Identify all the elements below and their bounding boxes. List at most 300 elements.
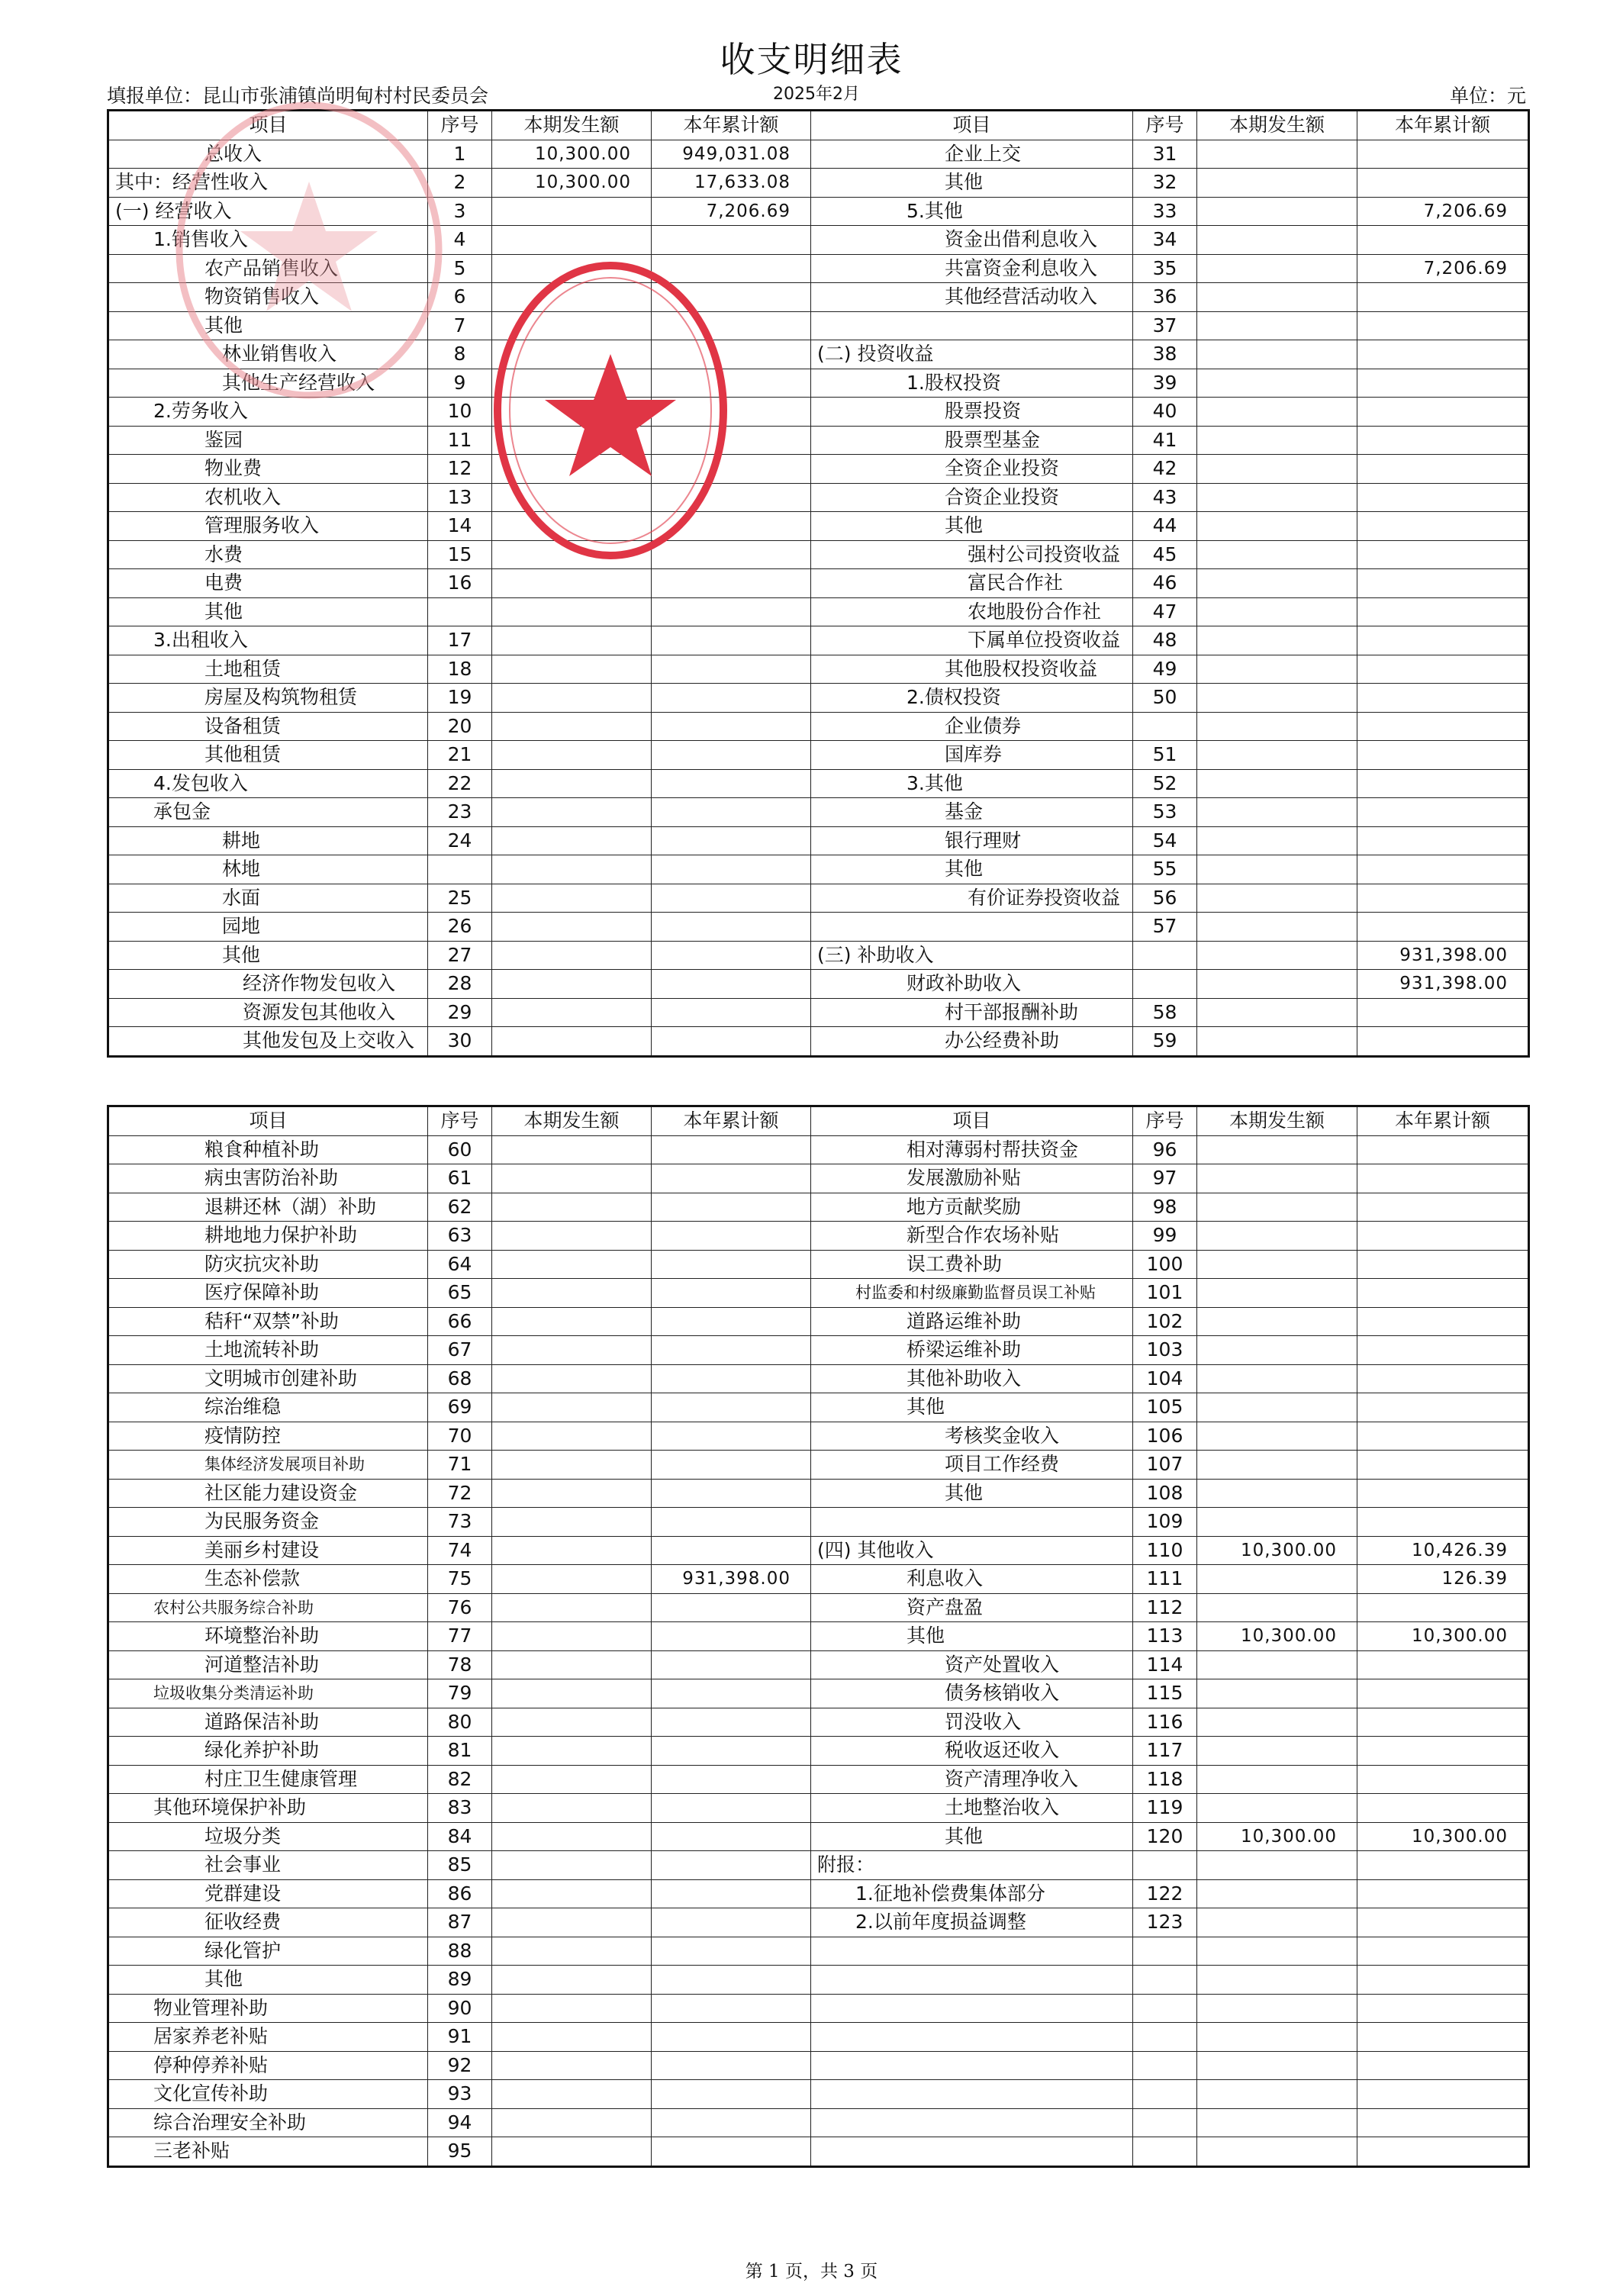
current-period-amount	[1197, 1250, 1357, 1279]
year-to-date-amount	[652, 1650, 811, 1679]
row-number: 65	[428, 1279, 492, 1308]
item-name: 河道整洁补助	[108, 1650, 428, 1679]
current-period-amount	[492, 1336, 652, 1365]
row-number: 99	[1133, 1222, 1197, 1251]
item-name: 其他租赁	[108, 741, 428, 770]
current-period-amount	[1197, 1937, 1357, 1966]
item-name: 总收入	[108, 140, 428, 169]
row-number: 8	[428, 340, 492, 369]
row-number: 35	[1133, 254, 1197, 283]
item-name: 设备租赁	[108, 712, 428, 741]
item-name: 4.发包收入	[108, 769, 428, 798]
year-to-date-amount	[652, 1679, 811, 1708]
year-to-date-amount	[652, 798, 811, 827]
item-name: 耕地地力保护补助	[108, 1222, 428, 1251]
current-period-amount	[492, 1994, 652, 2023]
item-name: 综治维稳	[108, 1393, 428, 1422]
row-number: 18	[428, 655, 492, 684]
current-period-amount	[1197, 1737, 1357, 1766]
table-row	[108, 1650, 1529, 1679]
table-row	[108, 1851, 1529, 1880]
row-number: 19	[428, 684, 492, 713]
year-to-date-amount	[1357, 2108, 1529, 2137]
item-name: 党群建设	[108, 1879, 428, 1908]
current-period-amount	[492, 1027, 652, 1057]
current-period-amount	[1197, 540, 1357, 569]
row-number: 96	[1133, 1135, 1197, 1164]
row-number: 105	[1133, 1393, 1197, 1422]
row-number	[1133, 2108, 1197, 2137]
column-header: 本期发生额	[1197, 1106, 1357, 1136]
item-name: 管理服务收入	[108, 512, 428, 541]
item-name: 其他经营活动收入	[811, 283, 1133, 312]
item-name: 考核奖金收入	[811, 1422, 1133, 1451]
current-period-amount	[1197, 169, 1357, 198]
year-to-date-amount	[652, 1737, 811, 1766]
year-to-date-amount	[652, 741, 811, 770]
year-to-date-amount: 10,300.00	[1357, 1622, 1529, 1651]
item-name: (三) 补助收入	[811, 941, 1133, 970]
current-period-amount	[492, 1765, 652, 1794]
item-name: 强村公司投资收益	[811, 540, 1133, 569]
table-row	[108, 2137, 1529, 2167]
table-row	[108, 1593, 1529, 1622]
currency-unit: 单位：元	[1449, 85, 1526, 107]
table-row	[108, 884, 1529, 913]
year-to-date-amount	[1357, 1765, 1529, 1794]
year-to-date-amount	[652, 2023, 811, 2052]
item-name: 企业债券	[811, 712, 1133, 741]
table-row	[108, 1765, 1529, 1794]
current-period-amount	[1197, 1479, 1357, 1508]
current-period-amount	[1197, 855, 1357, 884]
item-name: 其他	[811, 1393, 1133, 1422]
current-period-amount	[492, 597, 652, 626]
year-to-date-amount	[652, 1451, 811, 1480]
row-number	[1133, 2051, 1197, 2080]
current-period-amount	[492, 1135, 652, 1164]
statement-table-2	[107, 1105, 1530, 2168]
row-number	[1133, 1994, 1197, 2023]
row-number: 42	[1133, 455, 1197, 484]
table-row	[108, 1422, 1529, 1451]
current-period-amount	[492, 1822, 652, 1851]
item-name: 其他	[108, 311, 428, 340]
current-period-amount	[492, 1794, 652, 1823]
year-to-date-amount	[1357, 626, 1529, 655]
row-number: 70	[428, 1422, 492, 1451]
row-number: 74	[428, 1536, 492, 1565]
table-row	[108, 1164, 1529, 1193]
item-name: 其他生产经营收入	[108, 369, 428, 398]
year-to-date-amount	[652, 1908, 811, 1937]
current-period-amount	[1197, 569, 1357, 598]
row-number: 83	[428, 1794, 492, 1823]
table-row	[108, 1679, 1529, 1708]
current-period-amount	[1197, 1650, 1357, 1679]
current-period-amount	[492, 884, 652, 913]
item-name: 防灾抗灾补助	[108, 1250, 428, 1279]
year-to-date-amount	[1357, 369, 1529, 398]
row-number: 106	[1133, 1422, 1197, 1451]
item-name: 物业费	[108, 455, 428, 484]
item-name: 误工费补助	[811, 1250, 1133, 1279]
item-name: 水费	[108, 540, 428, 569]
year-to-date-amount	[652, 1851, 811, 1880]
row-number: 47	[1133, 597, 1197, 626]
table-row	[108, 1536, 1529, 1565]
table-row	[108, 1279, 1529, 1308]
column-header: 项目	[811, 1106, 1133, 1136]
current-period-amount	[492, 769, 652, 798]
current-period-amount	[1197, 1364, 1357, 1393]
item-name: 其他	[811, 1622, 1133, 1651]
current-period-amount	[1197, 1994, 1357, 2023]
table-row	[108, 1250, 1529, 1279]
table-row	[108, 1737, 1529, 1766]
current-period-amount	[1197, 941, 1357, 970]
year-to-date-amount	[652, 1336, 811, 1365]
row-number: 91	[428, 2023, 492, 2052]
row-number: 73	[428, 1508, 492, 1537]
current-period-amount	[492, 1164, 652, 1193]
row-number: 80	[428, 1708, 492, 1737]
current-period-amount	[492, 1708, 652, 1737]
item-name: 2.以前年度损益调整	[811, 1908, 1133, 1937]
item-name: 其他	[811, 855, 1133, 884]
item-name: 资产盘盈	[811, 1593, 1133, 1622]
row-number: 77	[428, 1622, 492, 1651]
current-period-amount	[1197, 1422, 1357, 1451]
current-period-amount	[492, 197, 652, 226]
row-number: 52	[1133, 769, 1197, 798]
year-to-date-amount	[1357, 1708, 1529, 1737]
current-period-amount	[1197, 1451, 1357, 1480]
year-to-date-amount	[1357, 398, 1529, 427]
table-row	[108, 1393, 1529, 1422]
item-name: 附报：	[811, 1851, 1133, 1880]
item-name: 股票投资	[811, 398, 1133, 427]
row-number	[1133, 1937, 1197, 1966]
current-period-amount	[1197, 197, 1357, 226]
current-period-amount	[1197, 369, 1357, 398]
current-period-amount	[1197, 311, 1357, 340]
item-name: 项目工作经费	[811, 1451, 1133, 1480]
row-number: 88	[428, 1937, 492, 1966]
row-number: 9	[428, 369, 492, 398]
current-period-amount	[492, 569, 652, 598]
item-name: 林业销售收入	[108, 340, 428, 369]
column-header: 序号	[1133, 1106, 1197, 1136]
year-to-date-amount	[1357, 884, 1529, 913]
row-number: 57	[1133, 913, 1197, 942]
row-number: 36	[1133, 283, 1197, 312]
item-name: 道路保洁补助	[108, 1708, 428, 1737]
current-period-amount	[492, 1279, 652, 1308]
current-period-amount	[492, 1193, 652, 1222]
table-row	[108, 1622, 1529, 1651]
year-to-date-amount	[652, 1708, 811, 1737]
row-number: 122	[1133, 1879, 1197, 1908]
row-number: 17	[428, 626, 492, 655]
current-period-amount	[492, 998, 652, 1027]
year-to-date-amount	[1357, 1422, 1529, 1451]
year-to-date-amount: 7,206.69	[1357, 254, 1529, 283]
table-row	[108, 1336, 1529, 1365]
row-number: 92	[428, 2051, 492, 2080]
current-period-amount	[492, 1908, 652, 1937]
row-number: 13	[428, 483, 492, 512]
item-name: 资产清理净收入	[811, 1765, 1133, 1794]
item-name: 地方贡献奖励	[811, 1193, 1133, 1222]
row-number: 75	[428, 1565, 492, 1594]
item-name: 企业上交	[811, 140, 1133, 169]
current-period-amount	[492, 2137, 652, 2167]
year-to-date-amount	[652, 1250, 811, 1279]
year-to-date-amount	[652, 569, 811, 598]
current-period-amount	[492, 1565, 652, 1594]
year-to-date-amount	[1357, 1937, 1529, 1966]
column-header: 本年累计额	[1357, 1106, 1529, 1136]
item-name: 道路运维补助	[811, 1307, 1133, 1336]
year-to-date-amount	[1357, 426, 1529, 455]
table-row	[108, 798, 1529, 827]
year-to-date-amount	[1357, 1307, 1529, 1336]
year-to-date-amount	[652, 226, 811, 255]
row-number: 44	[1133, 512, 1197, 541]
year-to-date-amount	[1357, 1593, 1529, 1622]
row-number: 33	[1133, 197, 1197, 226]
year-to-date-amount	[652, 1422, 811, 1451]
item-name: 银行理财	[811, 826, 1133, 855]
year-to-date-amount	[1357, 311, 1529, 340]
year-to-date-amount	[1357, 1737, 1529, 1766]
table-row	[108, 1794, 1529, 1823]
row-number: 53	[1133, 798, 1197, 827]
year-to-date-amount	[1357, 741, 1529, 770]
item-name: 基金	[811, 798, 1133, 827]
row-number: 60	[428, 1135, 492, 1164]
row-number: 39	[1133, 369, 1197, 398]
table-row	[108, 569, 1529, 598]
year-to-date-amount	[652, 1765, 811, 1794]
item-name: 其他	[811, 169, 1133, 198]
column-header: 项目	[108, 1106, 428, 1136]
year-to-date-amount	[652, 1994, 811, 2023]
current-period-amount	[1197, 741, 1357, 770]
current-period-amount	[492, 1222, 652, 1251]
year-to-date-amount	[1357, 1851, 1529, 1880]
row-number: 63	[428, 1222, 492, 1251]
current-period-amount	[492, 226, 652, 255]
current-period-amount	[1197, 512, 1357, 541]
item-name: 办公经费补助	[811, 1027, 1133, 1057]
current-period-amount	[1197, 283, 1357, 312]
row-number: 34	[1133, 226, 1197, 255]
current-period-amount	[492, 712, 652, 741]
item-name: 其他环境保护补助	[108, 1794, 428, 1823]
year-to-date-amount	[1357, 1222, 1529, 1251]
item-name: 水面	[108, 884, 428, 913]
item-name	[811, 311, 1133, 340]
row-number	[1133, 941, 1197, 970]
table-row	[108, 1193, 1529, 1222]
current-period-amount	[1197, 826, 1357, 855]
item-name	[811, 1966, 1133, 1995]
year-to-date-amount	[1357, 1336, 1529, 1365]
item-name: 财政补助收入	[811, 970, 1133, 999]
table-row	[108, 426, 1529, 455]
item-name	[811, 1994, 1133, 2023]
current-period-amount	[492, 1250, 652, 1279]
item-name	[811, 2137, 1133, 2167]
item-name: 医疗保障补助	[108, 1279, 428, 1308]
item-name: 垃圾收集分类清运补助	[108, 1679, 428, 1708]
item-name: 税收返还收入	[811, 1737, 1133, 1766]
item-name: 国库券	[811, 741, 1133, 770]
row-number: 30	[428, 1027, 492, 1057]
item-name: 垃圾分类	[108, 1822, 428, 1851]
row-number: 10	[428, 398, 492, 427]
row-number: 94	[428, 2108, 492, 2137]
reporting-unit: 填报单位：昆山市张浦镇尚明甸村村民委员会	[107, 85, 489, 107]
current-period-amount	[492, 1451, 652, 1480]
table-row	[108, 2080, 1529, 2109]
table-row	[108, 1879, 1529, 1908]
item-name: 2.债权投资	[811, 684, 1133, 713]
current-period-amount	[1197, 970, 1357, 999]
year-to-date-amount	[652, 1164, 811, 1193]
table-row	[108, 1222, 1529, 1251]
item-name	[811, 1937, 1133, 1966]
row-number: 93	[428, 2080, 492, 2109]
row-number: 82	[428, 1765, 492, 1794]
row-number: 120	[1133, 1822, 1197, 1851]
current-period-amount	[1197, 798, 1357, 827]
current-period-amount	[1197, 1508, 1357, 1537]
current-period-amount	[492, 1622, 652, 1651]
item-name: 新型合作农场补贴	[811, 1222, 1133, 1251]
row-number: 4	[428, 226, 492, 255]
year-to-date-amount	[1357, 1908, 1529, 1937]
item-name: 病虫害防治补助	[108, 1164, 428, 1193]
table-row	[108, 1027, 1529, 1057]
row-number: 40	[1133, 398, 1197, 427]
current-period-amount	[492, 1593, 652, 1622]
year-to-date-amount	[652, 1966, 811, 1995]
item-name: 资产处置收入	[811, 1650, 1133, 1679]
row-number: 50	[1133, 684, 1197, 713]
year-to-date-amount	[1357, 855, 1529, 884]
item-name: 股票型基金	[811, 426, 1133, 455]
year-to-date-amount	[1357, 140, 1529, 169]
item-name: 其他发包及上交收入	[108, 1027, 428, 1057]
current-period-amount	[492, 1479, 652, 1508]
current-period-amount	[1197, 2137, 1357, 2167]
column-header: 本年累计额	[652, 1106, 811, 1136]
row-number: 49	[1133, 655, 1197, 684]
year-to-date-amount: 126.39	[1357, 1565, 1529, 1594]
year-to-date-amount	[652, 1222, 811, 1251]
item-name: 退耕还林（湖）补助	[108, 1193, 428, 1222]
row-number: 79	[428, 1679, 492, 1708]
current-period-amount	[492, 826, 652, 855]
current-period-amount	[1197, 1135, 1357, 1164]
current-period-amount	[492, 2108, 652, 2137]
current-period-amount	[1197, 483, 1357, 512]
year-to-date-amount	[652, 1937, 811, 1966]
row-number: 54	[1133, 826, 1197, 855]
current-period-amount	[492, 1851, 652, 1880]
item-name: 农机收入	[108, 483, 428, 512]
year-to-date-amount	[1357, 283, 1529, 312]
current-period-amount	[1197, 1193, 1357, 1222]
item-name: 绿化养护补助	[108, 1737, 428, 1766]
row-number: 46	[1133, 569, 1197, 598]
row-number: 115	[1133, 1679, 1197, 1708]
current-period-amount	[1197, 1307, 1357, 1336]
table-row	[108, 2051, 1529, 2080]
item-name: (一) 经营收入	[108, 197, 428, 226]
row-number: 119	[1133, 1794, 1197, 1823]
row-number: 98	[1133, 1193, 1197, 1222]
row-number: 21	[428, 741, 492, 770]
item-name: 3.其他	[811, 769, 1133, 798]
row-number	[1133, 970, 1197, 999]
item-name: 罚没收入	[811, 1708, 1133, 1737]
table-row	[108, 712, 1529, 741]
row-number: 41	[1133, 426, 1197, 455]
row-number	[428, 597, 492, 626]
row-number: 71	[428, 1451, 492, 1480]
year-to-date-amount: 931,398.00	[652, 1565, 811, 1594]
current-period-amount	[1197, 2108, 1357, 2137]
current-period-amount	[1197, 684, 1357, 713]
current-period-amount	[1197, 655, 1357, 684]
row-number: 100	[1133, 1250, 1197, 1279]
year-to-date-amount: 7,206.69	[652, 197, 811, 226]
row-number: 29	[428, 998, 492, 1027]
year-to-date-amount	[652, 655, 811, 684]
year-to-date-amount	[652, 1393, 811, 1422]
row-number: 85	[428, 1851, 492, 1880]
row-number: 76	[428, 1593, 492, 1622]
year-to-date-amount	[652, 684, 811, 713]
item-name: 社会事业	[108, 1851, 428, 1880]
year-to-date-amount	[652, 855, 811, 884]
item-name	[811, 2080, 1133, 2109]
row-number: 101	[1133, 1279, 1197, 1308]
item-name: 物资销售收入	[108, 283, 428, 312]
row-number: 117	[1133, 1737, 1197, 1766]
year-to-date-amount	[652, 1279, 811, 1308]
table-row	[108, 1908, 1529, 1937]
current-period-amount	[492, 1393, 652, 1422]
item-name: 疫情防控	[108, 1422, 428, 1451]
row-number: 68	[428, 1364, 492, 1393]
item-name: 经济作物发包收入	[108, 970, 428, 999]
item-name: 5.其他	[811, 197, 1133, 226]
year-to-date-amount	[1357, 769, 1529, 798]
year-to-date-amount	[1357, 2023, 1529, 2052]
current-period-amount	[492, 1364, 652, 1393]
row-number: 15	[428, 540, 492, 569]
row-number: 87	[428, 1908, 492, 1937]
row-number: 2	[428, 169, 492, 198]
year-to-date-amount	[652, 941, 811, 970]
item-name: 农村公共服务综合补助	[108, 1593, 428, 1622]
year-to-date-amount	[1357, 169, 1529, 198]
